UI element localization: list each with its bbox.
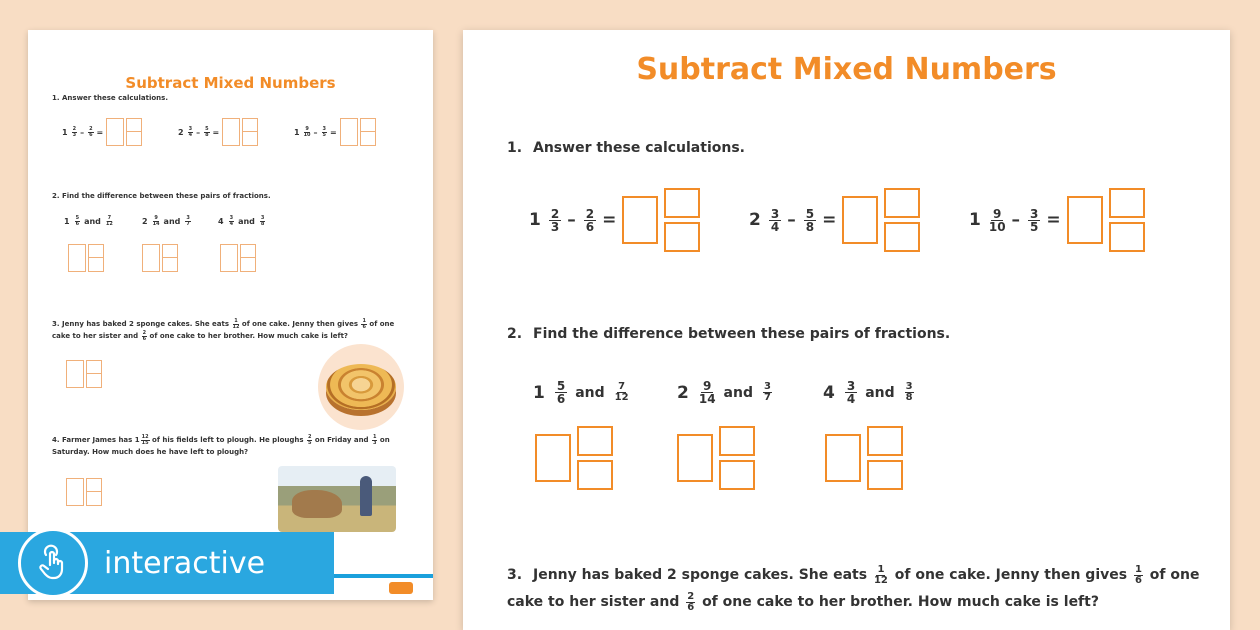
thumbnail-q1: 1. Answer these calculations. (52, 94, 168, 102)
whole-number-input[interactable] (842, 196, 878, 244)
thumbnail-answer-box[interactable] (222, 118, 258, 146)
answer-box[interactable] (1067, 188, 1145, 252)
page-title: Subtract Mixed Numbers (636, 52, 1057, 87)
touch-hand-icon (18, 528, 88, 598)
whole-number-input[interactable] (535, 434, 571, 482)
badge-label: interactive (104, 545, 266, 581)
denominator-input[interactable] (664, 222, 700, 252)
thumbnail-answer-box[interactable] (106, 118, 142, 146)
thumbnail-answer-box[interactable] (68, 244, 104, 272)
answer-box[interactable] (842, 188, 920, 252)
question-1: 1. Answer these calculations. (507, 140, 745, 156)
answer-box[interactable] (825, 426, 903, 490)
denominator-input[interactable] (577, 460, 613, 490)
q2-pair-3: 4 $\frac{3}{4}$ and $\frac{3}{8}$ (823, 379, 913, 406)
numerator-input[interactable] (884, 188, 920, 218)
numerator-input[interactable] (664, 188, 700, 218)
numerator-input[interactable] (719, 426, 755, 456)
question-2: 2. Find the difference between these pairs of fractions. (507, 326, 951, 342)
q1-calculation-2: 2 $\frac{3}{4}$ – $\frac{5}{8}$ = (749, 188, 920, 252)
numerator-input[interactable] (867, 426, 903, 456)
thumbnail-q1-calc-3: 1 $\frac{9}{10}$ – $\frac{3}{5}$ = (294, 118, 376, 146)
answer-box[interactable] (622, 188, 700, 252)
whole-number-input[interactable] (1067, 196, 1103, 244)
interactive-badge[interactable] (0, 532, 334, 594)
q1-calculation-1: 1 $\frac{2}{3}$ – $\frac{2}{6}$ = (529, 188, 700, 252)
denominator-input[interactable] (867, 460, 903, 490)
thumbnail-answer-box[interactable] (340, 118, 376, 146)
cake-image (318, 344, 404, 430)
answer-box[interactable] (535, 426, 613, 490)
whole-number-input[interactable] (825, 434, 861, 482)
answer-box[interactable] (677, 426, 755, 490)
whole-number-input[interactable] (622, 196, 658, 244)
thumbnail-q4: 4. Farmer James has 1 $\frac{12}{15}$ of his fields left to plough. He ploughs $\frac{2}{5}$ on Friday and $\frac{1}{3}$ on Saturday. How much does he have left to plough? (52, 433, 390, 456)
thumbnail-q1-calc-2: 2 $\frac{3}{4}$ – $\frac{5}{8}$ = (178, 118, 258, 146)
thumbnail-q2-pair-1: 1 $\frac{5}{6}$ and $\frac{7}{12}$ (64, 215, 113, 227)
thumbnail-answer-box[interactable] (142, 244, 178, 272)
thumbnail-answer-box[interactable] (66, 360, 102, 388)
numerator-input[interactable] (577, 426, 613, 456)
q1-calculation-3: 1 $\frac{9}{10}$ – $\frac{3}{5}$ = (969, 188, 1145, 252)
thumbnail-page (28, 30, 433, 600)
thumbnail-q3: 3. Jenny has baked 2 sponge cakes. She eats $\frac{1}{12}$ of one cake. Jenny then gives $\frac{1}{6}$ of one cake to her sister and $\frac{2}{6}$ of one cake to her brother. How much cake is left? (52, 317, 395, 342)
thumbnail-title: Subtract Mixed Numbers (125, 74, 336, 92)
worksheet-page (463, 30, 1230, 630)
thumbnail-answer-box[interactable] (220, 244, 256, 272)
question-3: 3. Jenny has baked 2 sponge cakes. She eats $\frac{1}{12}$ of one cake. Jenny then gives $\frac{1}{6}$ of one cake to her sister and $\frac{2}{6}$ of one cake to her brother. How much cake is left? (507, 563, 1200, 613)
farm-image (278, 466, 396, 532)
thumbnail-q2: 2. Find the difference between these pairs of fractions. (52, 192, 271, 200)
numerator-input[interactable] (1109, 188, 1145, 218)
thumbnail-q1-calc-1: 1 $\frac{2}{3}$ – $\frac{2}{6}$ = (62, 118, 142, 146)
denominator-input[interactable] (884, 222, 920, 252)
thumbnail-q2-pair-2: 2 $\frac{9}{14}$ and $\frac{3}{7}$ (142, 215, 190, 227)
q2-pair-1: 1 $\frac{5}{6}$ and $\frac{7}{12}$ (533, 379, 629, 406)
logo-icon (389, 582, 413, 594)
thumbnail-q2-pair-3: 4 $\frac{3}{4}$ and $\frac{3}{8}$ (218, 215, 265, 227)
thumbnail-answer-box[interactable] (66, 478, 102, 506)
denominator-input[interactable] (1109, 222, 1145, 252)
q2-pair-2: 2 $\frac{9}{14}$ and $\frac{3}{7}$ (677, 379, 771, 406)
whole-number-input[interactable] (677, 434, 713, 482)
denominator-input[interactable] (719, 460, 755, 490)
